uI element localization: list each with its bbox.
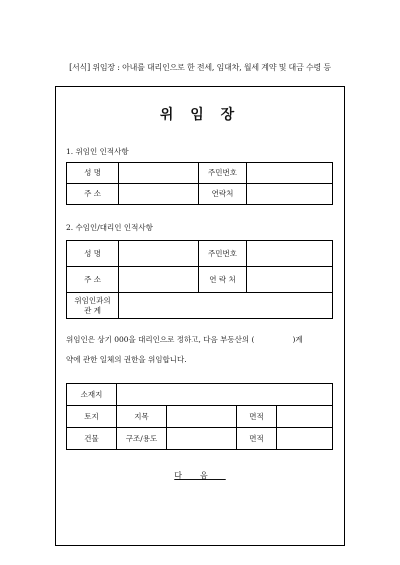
agent-relation-label [67, 293, 119, 319]
delegator-name-field[interactable] [119, 163, 199, 184]
statement-line2: 약에 관한 일체의 권한을 위임합니다. [66, 355, 187, 364]
delegator-id-label: 주민번호 [199, 163, 247, 184]
land-category-label: 지목 [117, 406, 167, 428]
delegator-address-label: 주 소 [67, 184, 119, 205]
agent-name-field[interactable] [119, 241, 199, 267]
agent-name-label: 성 명 [67, 241, 119, 267]
agent-relation-label-line2: 관 계 [84, 305, 101, 315]
delegation-statement [66, 330, 346, 370]
building-label: 건물 [67, 428, 117, 450]
agent-table [66, 240, 333, 319]
property-table [66, 383, 333, 450]
agent-id-field[interactable] [247, 241, 333, 267]
delegator-contact-label: 연락처 [199, 184, 247, 205]
building-area-label: 면적 [237, 428, 277, 450]
footer-heading [0, 470, 400, 481]
delegator-name-label: 성 명 [67, 163, 119, 184]
contract-type-blank[interactable] [254, 330, 292, 350]
footer-text: 다음 [174, 471, 226, 480]
delegator-table [66, 162, 333, 205]
page-title: 위 임 장 [159, 107, 241, 123]
land-label: 토지 [67, 406, 117, 428]
statement-line1-end: )계 [292, 335, 303, 344]
location-label: 소재지 [67, 384, 117, 406]
agent-relation-field[interactable] [119, 293, 333, 319]
agent-contact-field[interactable] [247, 267, 333, 293]
building-structure-label: 구조/용도 [117, 428, 167, 450]
section2-label: 2. 수임인/대리인 인적사항 [66, 223, 153, 232]
delegator-contact-field[interactable] [247, 184, 333, 205]
land-area-label: 면적 [237, 406, 277, 428]
land-category-field[interactable] [167, 406, 237, 428]
building-structure-field[interactable] [167, 428, 237, 450]
delegator-id-field[interactable] [247, 163, 333, 184]
section1-label: 1. 위임인 인적사항 [66, 147, 129, 156]
agent-address-field[interactable] [119, 267, 199, 293]
delegator-address-field[interactable] [119, 184, 199, 205]
agent-contact-label: 연 락 처 [199, 267, 247, 293]
building-area-field[interactable] [277, 428, 333, 450]
form-caption: [서식] 위임장 : 아내를 대리인으로 한 전세, 임대차, 월세 계약 및 대금 수령 등 [69, 63, 331, 72]
agent-id-label: 주민번호 [199, 241, 247, 267]
land-area-field[interactable] [277, 406, 333, 428]
agent-address-label: 주 소 [67, 267, 119, 293]
location-field[interactable] [117, 384, 333, 406]
statement-line1-start: 위임인은 상기 000을 대리인으로 정하고, 다음 부동산의 ( [66, 335, 255, 344]
agent-relation-label-line1: 위임인과의 [74, 295, 111, 305]
